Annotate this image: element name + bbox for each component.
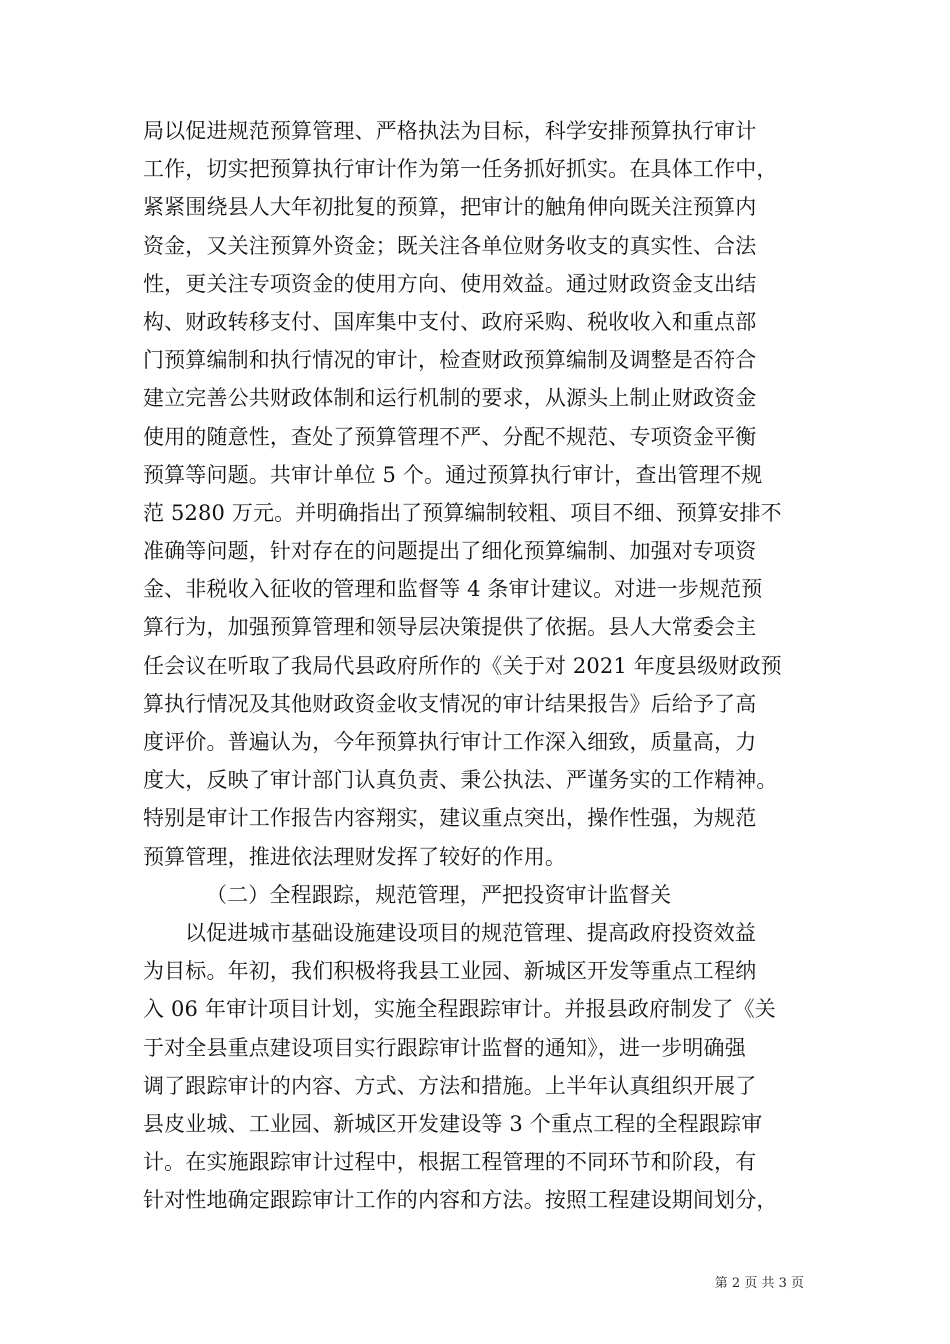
text-line: 资金，又关注预算外资金；既关注各单位财务收支的真实性、合法 <box>143 233 757 258</box>
text-line: 算行为，加强预算管理和领导层决策提供了依据。县人大常委会主 <box>143 615 757 640</box>
text-line: 局以促进规范预算管理、严格执法为目标，科学安排预算执行审计 <box>143 119 757 143</box>
text-line: 工作，切实把预算执行审计作为第一任务抓好抓实。在具体工作中， <box>143 157 778 182</box>
text-line: 入 06 年审计项目计划，实施全程跟踪审计。并报县政府制发了《关 <box>143 997 776 1022</box>
text-line: 调了跟踪审计的内容、方式、方法和措施。上半年认真组织开展了 <box>143 1073 757 1098</box>
text-line: 度评价。普遍认为，今年预算执行审计工作深入细致，质量高，力 <box>143 730 757 754</box>
text-line: 算执行情况及其他财政资金收支情况的审计结果报告》后给予了高 <box>143 691 757 716</box>
text-line: 预算管理，推进依法理财发挥了较好的作用。 <box>143 844 566 869</box>
text-line: 为目标。年初，我们积极将我县工业园、新城区开发等重点工程纳 <box>143 959 757 984</box>
text-line: 门预算编制和执行情况的审计，检查财政预算编制及调整是否符合 <box>143 348 757 373</box>
text-line: 紧紧围绕县人大年初批复的预算，把审计的触角伸向既关注预算内 <box>143 195 757 220</box>
text-line: 建立完善公共财政体制和运行机制的要求，从源头上制止财政资金 <box>143 386 757 411</box>
text-line: 特别是审计工作报告内容翔实，建议重点突出，操作性强，为规范 <box>143 806 757 831</box>
document-body <box>143 112 813 1219</box>
text-line: 使用的随意性，查处了预算管理不严、分配不规范、专项资金平衡 <box>143 424 757 449</box>
text-line: 针对性地确定跟踪审计工作的内容和方法。按照工程建设期间划分， <box>143 1188 778 1213</box>
text-line: 构、财政转移支付、国库集中支付、政府采购、税收收入和重点部 <box>143 309 757 334</box>
text-line: 金、非税收入征收的管理和监督等 4 条审计建议。对进一步规范预 <box>143 577 763 602</box>
section-heading: （二）全程跟踪，规范管理，严把投资审计监督关 <box>206 882 672 907</box>
text-line: 范 5280 万元。并明确指出了预算编制较粗、项目不细、预算安排不 <box>143 500 782 525</box>
text-line: 以促进城市基础设施建设项目的规范管理、提高政府投资效益 <box>185 920 757 945</box>
text-line: 计。在实施跟踪审计过程中，根据工程管理的不同环节和阶段，有 <box>143 1150 757 1175</box>
text-line: 预算等问题。共审计单位 5 个。通过预算执行审计，查出管理不规 <box>143 462 763 487</box>
text-line: 准确等问题，针对存在的问题提出了细化预算编制、加强对专项资 <box>143 539 757 564</box>
text-line: 县皮业城、工业园、新城区开发建设等 3 个重点工程的全程跟踪审 <box>143 1111 763 1136</box>
text-line: 于对全县重点建设项目实行跟踪审计监督的通知》，进一步明确强 <box>143 1035 746 1060</box>
text-line: 任会议在听取了我局代县政府所作的《关于对 2021 年度县级财政预 <box>143 653 782 678</box>
text-line: 性，更关注专项资金的使用方向、使用效益。通过财政资金支出结 <box>143 271 757 296</box>
page-number: 第 2 页 共 3 页 <box>714 1276 804 1291</box>
text-line: 度大，反映了审计部门认真负责、秉公执法、严谨务实的工作精神。 <box>143 768 778 793</box>
